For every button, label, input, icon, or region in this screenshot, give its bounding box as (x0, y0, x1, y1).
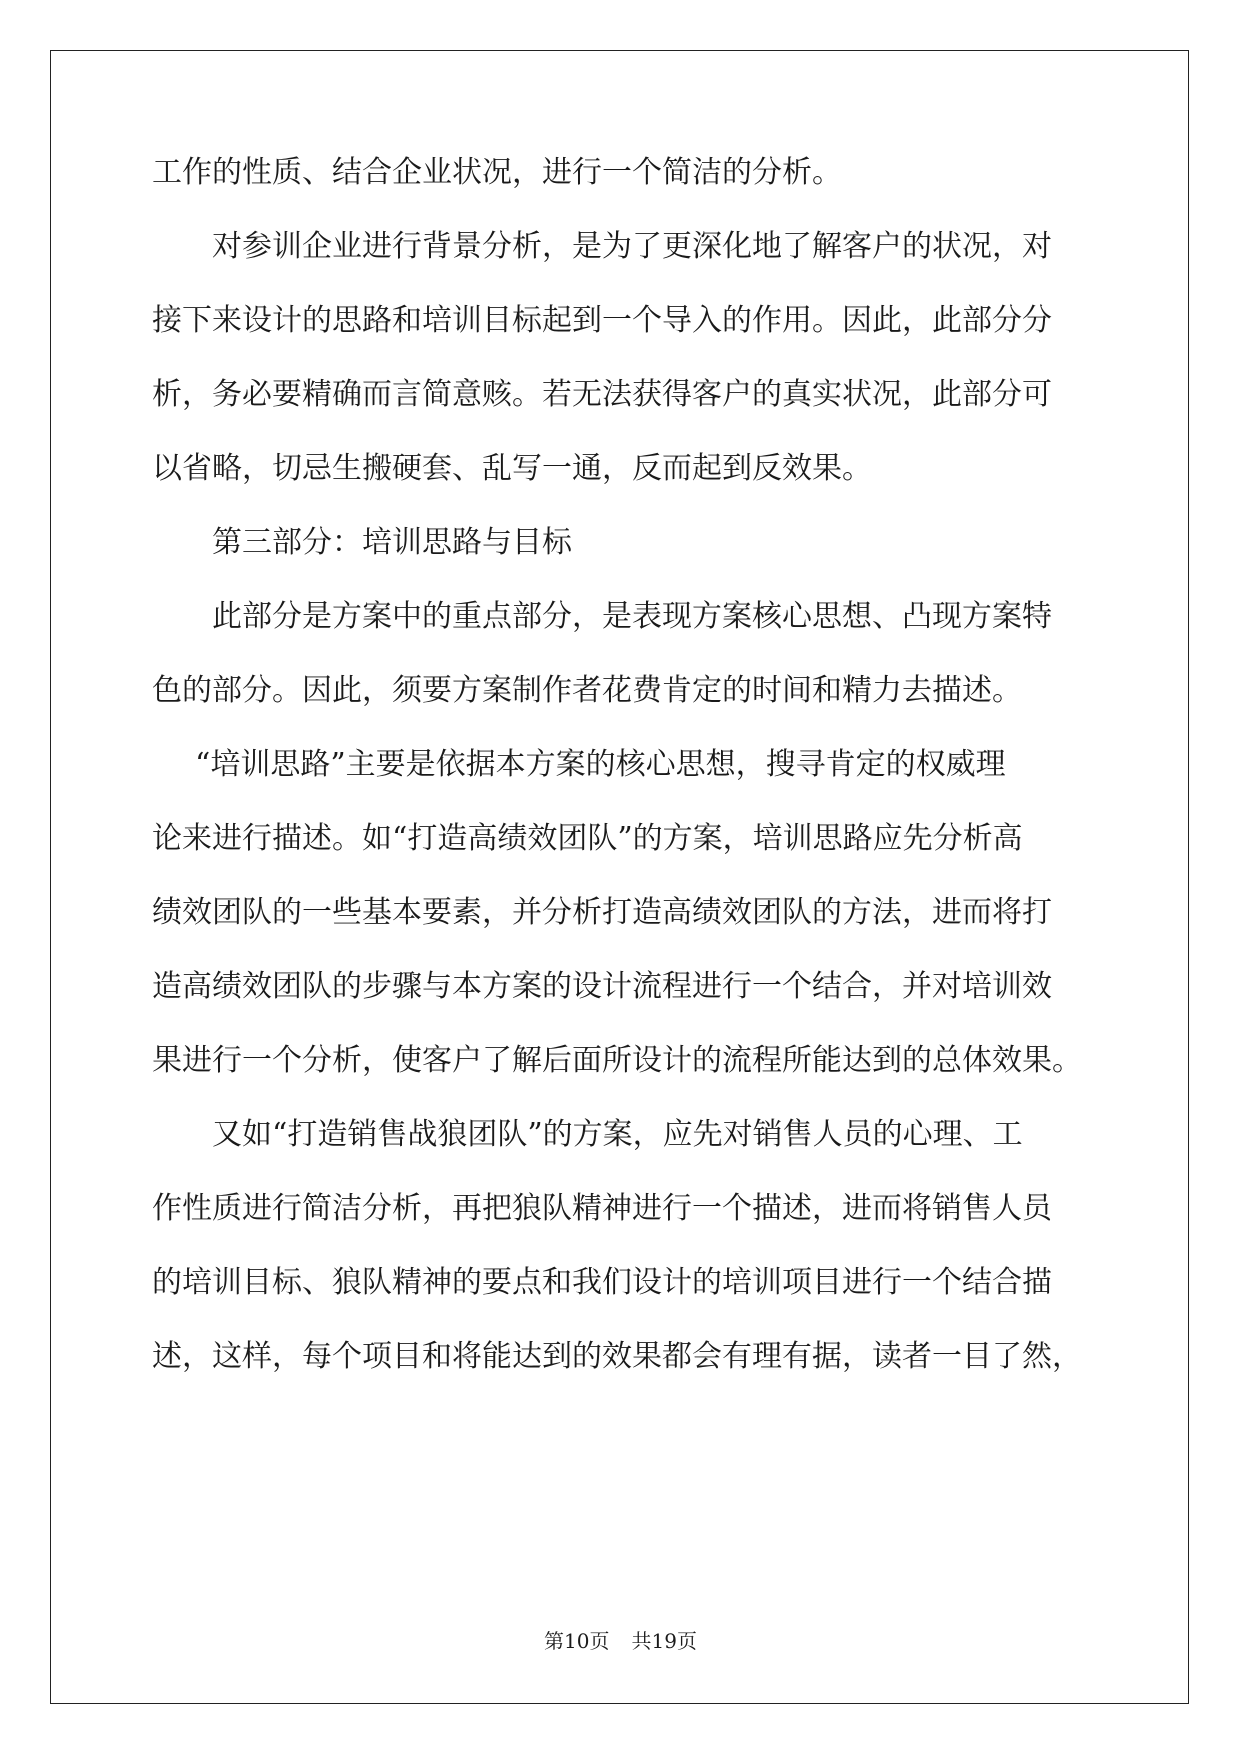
text-line-5: 以省略，切忌生搬硬套、乱写一通，反而起到反效果。 (152, 451, 872, 486)
text-line-14: 又如“打造销售战狼团队”的方案，应先对销售人员的心理、工 (212, 1117, 1023, 1152)
text-line-10: 论来进行描述。如“打造高绩效团队”的方案，培训思路应先分析高 (152, 821, 1023, 856)
page-footer (0, 1629, 1241, 1653)
text-line-12: 造高绩效团队的步骤与本方案的设计流程进行一个结合，并对培训效 (152, 969, 1052, 1004)
text-line-2: 对参训企业进行背景分析，是为了更深化地了解客户的状况，对 (212, 229, 1052, 264)
text-line-13: 果进行一个分析，使客户了解后面所设计的流程所能达到的总体效果。 (152, 1043, 1082, 1078)
text-line-17: 述，这样，每个项目和将能达到的效果都会有理有据，读者一目了然， (152, 1339, 1082, 1374)
text-line-11: 绩效团队的一些基本要素，并分析打造高绩效团队的方法，进而将打 (152, 895, 1052, 930)
text-line-8: 色的部分。因此，须要方案制作者花费肯定的时间和精力去描述。 (152, 673, 1022, 708)
text-line-1: 工作的性质、结合企业状况，进行一个简洁的分析。 (152, 155, 842, 190)
page-border (50, 50, 1189, 1704)
page-number: 第10页 (544, 1629, 610, 1653)
text-line-4: 析，务必要精确而言简意赅。若无法获得客户的真实状况，此部分可 (152, 377, 1052, 412)
text-line-3: 接下来设计的思路和培训目标起到一个导入的作用。因此，此部分分 (152, 303, 1052, 338)
text-line-7: 此部分是方案中的重点部分，是表现方案核心思想、凸现方案特 (212, 599, 1052, 634)
text-line-16: 的培训目标、狼队精神的要点和我们设计的培训项目进行一个结合描 (152, 1265, 1052, 1300)
section-heading: 第三部分：培训思路与目标 (212, 525, 572, 560)
text-line-15: 作性质进行简洁分析，再把狼队精神进行一个描述，进而将销售人员 (152, 1191, 1052, 1226)
page-total: 共19页 (631, 1629, 697, 1653)
text-line-9: “培训思路”主要是依据本方案的核心思想，搜寻肯定的权威理 (195, 747, 1006, 782)
